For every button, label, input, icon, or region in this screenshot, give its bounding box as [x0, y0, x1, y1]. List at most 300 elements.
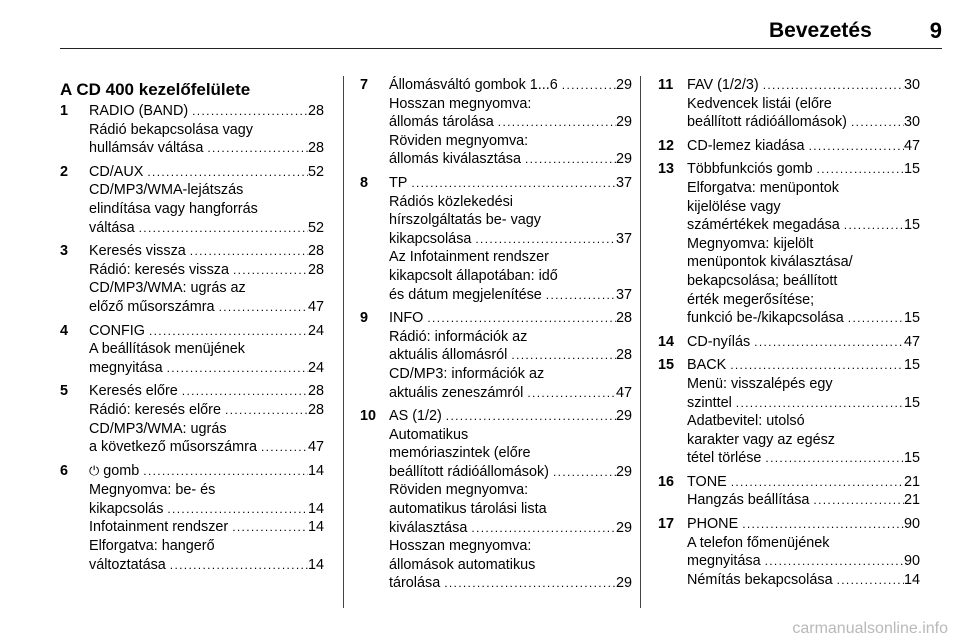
page-reference: 14 [307, 519, 324, 536]
entry-body [389, 309, 632, 402]
entry-text: A beállítások menüjének [89, 341, 245, 358]
entry-body [687, 473, 920, 510]
dot-leader [228, 518, 308, 537]
page-reference: 29 [615, 463, 632, 480]
entry-text: számértékek megadása [687, 217, 840, 234]
page-reference: 29 [615, 77, 632, 93]
page-reference: 47 [307, 439, 324, 456]
entry-text: A telefon főmenüjének [687, 534, 830, 551]
page-reference: 29 [615, 519, 632, 536]
page-reference: 15 [903, 357, 920, 374]
watermark: carmanualsonline.info [792, 620, 948, 637]
dot-leader [549, 463, 616, 482]
entry-text: beállított rádióállomások) [389, 463, 549, 480]
entry-text: PHONE [687, 516, 739, 533]
page-reference: 28 [307, 383, 324, 400]
entry-body [687, 76, 920, 132]
dot-leader [833, 571, 904, 590]
entry-body [389, 174, 632, 304]
dot-leader [732, 394, 904, 413]
page-reference: 90 [903, 516, 920, 533]
dot-leader [440, 574, 616, 593]
entry-body [687, 160, 920, 327]
entry-text: Többfunkciós gomb [687, 161, 813, 178]
entry-line [389, 365, 632, 384]
entry-line [89, 518, 324, 537]
entry-line [89, 322, 324, 341]
dot-leader [759, 76, 904, 95]
dot-leader [847, 113, 904, 132]
dot-leader [805, 137, 904, 156]
entry-line [389, 193, 632, 212]
entry-text: Hosszan megnyomva: [389, 538, 532, 555]
entry-text: gomb [103, 462, 140, 479]
page-reference: 28 [307, 401, 324, 418]
entry-line [89, 481, 324, 500]
entry-text: aktuális állomásról [389, 347, 508, 364]
page-reference: 47 [307, 298, 324, 315]
entry-text: automatikus tárolási lista [389, 501, 547, 518]
entry-text: tárolása [389, 575, 441, 592]
page-reference: 28 [307, 103, 324, 119]
entry-text: Némítás bekapcsolása [687, 571, 833, 588]
entry-text: kiválasztása [389, 519, 468, 536]
entry-line [389, 113, 632, 132]
toc-entry [658, 76, 920, 132]
entry-body [687, 137, 920, 156]
entry-body [89, 242, 324, 316]
entry-text: megnyitása [89, 359, 163, 376]
entry-text: Elforgatva: menüpontok [687, 179, 839, 196]
dot-leader [229, 261, 308, 280]
toc-entry [360, 407, 632, 593]
dot-leader [523, 384, 616, 403]
toc-entry [360, 309, 632, 402]
entry-line [687, 76, 920, 95]
entry-text: CD/MP3/WMA: ugrás az [89, 280, 246, 297]
toc-column-2 [360, 76, 632, 598]
page-reference: 47 [615, 384, 632, 401]
entry-line [89, 438, 324, 457]
entry-body [89, 322, 324, 378]
entry-line [389, 463, 632, 482]
entry-line [89, 181, 324, 200]
entry-text: Rádió: keresés előre [89, 401, 221, 418]
entry-text: INFO [389, 310, 424, 327]
power-icon: ⏻ [89, 463, 100, 479]
dot-leader [442, 407, 616, 426]
toc-entry [60, 322, 324, 378]
page-reference: 14 [307, 500, 324, 517]
entry-line [89, 401, 324, 420]
entry-text: a következő műsorszámra [89, 439, 257, 456]
entry-line [89, 556, 324, 575]
page-reference: 47 [903, 137, 920, 154]
entry-text: Röviden megnyomva: [389, 482, 529, 499]
page-reference: 15 [903, 217, 920, 234]
dot-leader [143, 163, 308, 182]
page-reference: 15 [903, 394, 920, 411]
entry-number: 13 [658, 161, 675, 178]
dot-leader [188, 102, 308, 121]
entry-text: aktuális zeneszámról [389, 384, 524, 401]
page-reference: 28 [307, 243, 324, 260]
entry-line [389, 384, 632, 403]
entry-text: Kedvencek listái (előre [687, 95, 832, 112]
page-reference: 29 [615, 114, 632, 131]
entry-text: állomás tárolása [389, 114, 494, 131]
page-reference: 14 [903, 571, 920, 588]
entry-body [89, 382, 324, 456]
entry-line [89, 340, 324, 359]
entry-text: CD-nyílás [687, 333, 751, 350]
entry-text: Elforgatva: hangerő [89, 538, 215, 555]
entry-text: kikapcsolása [389, 230, 472, 247]
toc-entry [60, 102, 324, 158]
entry-text: Menü: visszalépés egy [687, 375, 833, 392]
dot-leader [423, 309, 616, 328]
entry-number: 15 [658, 357, 675, 374]
entry-text: Infotainment rendszer [89, 519, 229, 536]
entry-line [89, 537, 324, 556]
entry-line [389, 150, 632, 169]
entry-text: Keresés előre [89, 383, 178, 400]
dot-leader [844, 309, 904, 328]
entry-text: CD/MP3: információk az [389, 365, 545, 382]
page-title: Bevezetés [769, 19, 872, 42]
toc-entry [658, 515, 920, 589]
page-reference: 37 [615, 230, 632, 247]
entry-line [389, 537, 632, 556]
dot-leader [761, 552, 904, 571]
entry-line [89, 139, 324, 158]
entry-text: Állomásváltó gombok 1...6 [389, 77, 558, 93]
entry-line [89, 102, 324, 121]
entry-line [687, 291, 920, 310]
entry-line [389, 426, 632, 445]
entry-number: 6 [60, 462, 69, 479]
entry-line [89, 261, 324, 280]
dot-leader [407, 174, 616, 193]
dot-leader [257, 438, 308, 457]
column-divider [640, 76, 641, 608]
entry-line [687, 216, 920, 235]
toc-entry [360, 174, 632, 304]
entry-line [89, 242, 324, 261]
entry-line [389, 95, 632, 114]
entry-line [687, 552, 920, 571]
dot-leader [186, 242, 308, 261]
entry-line [687, 235, 920, 254]
entry-line [89, 121, 324, 140]
page-reference: 15 [903, 450, 920, 467]
dot-leader [145, 322, 308, 341]
entry-line [389, 230, 632, 249]
entry-line [389, 174, 632, 193]
dot-leader [726, 356, 904, 375]
entry-body [89, 163, 324, 237]
dot-leader [471, 230, 616, 249]
toc-column-1 [60, 76, 324, 579]
entry-line [389, 286, 632, 305]
entry-line [389, 407, 632, 426]
dot-leader [761, 449, 904, 468]
entry-line [687, 137, 920, 156]
entry-line [89, 279, 324, 298]
page-reference: 30 [903, 114, 920, 131]
entry-line [687, 491, 920, 510]
entry-line [687, 534, 920, 553]
entry-line [389, 267, 632, 286]
entry-text: Hosszan megnyomva: [389, 95, 532, 112]
entry-number: 9 [360, 310, 369, 327]
toc-entry [60, 242, 324, 316]
entry-text: Hangzás beállítása [687, 492, 810, 509]
entry-text: állomások automatikus [389, 556, 536, 573]
entry-text: FAV (1/2/3) [687, 77, 759, 93]
entry-text: Rádió bekapcsolása vagy [89, 121, 253, 138]
entry-text: TONE [687, 473, 727, 490]
page-reference: 29 [615, 575, 632, 592]
entry-text: AS (1/2) [389, 408, 442, 425]
entry-line [687, 113, 920, 132]
entry-line [687, 394, 920, 413]
entry-line [89, 382, 324, 401]
dot-leader [163, 500, 308, 519]
entry-text: elindítása vagy hangforrás [89, 200, 258, 217]
entry-line [389, 211, 632, 230]
entry-text: és dátum megjelenítése [389, 286, 542, 303]
page-reference: 15 [903, 161, 920, 178]
column-divider [343, 76, 344, 608]
page-reference: 28 [307, 261, 324, 278]
entry-number: 16 [658, 473, 675, 490]
page-reference: 47 [903, 333, 920, 350]
entry-text: hullámsáv váltása [89, 140, 204, 157]
page-reference: 37 [615, 286, 632, 303]
entry-text: Rádiós közlekedési [389, 193, 513, 210]
dot-leader [166, 556, 308, 575]
entry-line [687, 375, 920, 394]
entry-number: 17 [658, 516, 675, 533]
entry-text: Megnyomva: kijelölt [687, 235, 814, 252]
dot-leader [494, 113, 616, 132]
entry-line [687, 473, 920, 492]
entry-text: Megnyomva: be- és [89, 482, 216, 499]
dot-leader [521, 150, 616, 169]
entry-body [89, 462, 324, 575]
dot-leader [542, 286, 616, 305]
dot-leader [139, 462, 308, 481]
entry-line [687, 272, 920, 291]
entry-text: menüpontok kiválasztása/ [687, 254, 853, 271]
entry-line [687, 571, 920, 590]
dot-leader [163, 359, 308, 378]
entry-text: Rádió: keresés vissza [89, 261, 229, 278]
entry-text: Az Infotainment rendszer [389, 249, 549, 266]
entry-text: szinttel [687, 394, 732, 411]
entry-line [687, 179, 920, 198]
entry-line [687, 431, 920, 450]
entry-number: 7 [360, 77, 369, 93]
entry-text: Keresés vissza [89, 243, 186, 260]
page-reference: 28 [615, 347, 632, 364]
entry-line [389, 574, 632, 593]
toc-entry [658, 356, 920, 468]
entry-line [389, 328, 632, 347]
entry-text: karakter vagy az egész [687, 431, 835, 448]
entry-line [89, 462, 324, 482]
entry-number: 4 [60, 322, 69, 339]
entry-text: RADIO (BAND) [89, 103, 189, 119]
entry-number: 1 [60, 103, 69, 119]
entry-body [687, 333, 920, 352]
entry-text: memóriaszintek (előre [389, 445, 531, 462]
entry-text: CD/MP3/WMA-lejátszás [89, 182, 244, 199]
entry-line [687, 333, 920, 352]
entry-text: BACK [687, 357, 727, 374]
entry-number: 5 [60, 383, 69, 400]
toc-entry [658, 473, 920, 510]
entry-number: 11 [658, 77, 674, 93]
entry-text: bekapcsolása; beállított [687, 272, 838, 289]
entry-line [687, 253, 920, 272]
entry-text: változtatása [89, 556, 166, 573]
entry-text: funkció be-/kikapcsolása [687, 310, 844, 327]
entry-line [687, 198, 920, 217]
entry-line [389, 444, 632, 463]
entry-text: tétel törlése [687, 450, 762, 467]
entry-line [89, 420, 324, 439]
entry-line [389, 132, 632, 151]
toc-entry [60, 462, 324, 575]
dot-leader [558, 76, 616, 95]
entry-text: kijelölése vagy [687, 198, 781, 215]
entry-text: érték megerősítése; [687, 291, 815, 308]
entry-line [89, 200, 324, 219]
toc-entry [60, 382, 324, 456]
entry-text: CD/AUX [89, 163, 144, 180]
entry-line [89, 298, 324, 317]
entry-line [389, 519, 632, 538]
toc-entry [658, 333, 920, 352]
page-number: 9 [929, 18, 942, 43]
entry-body [389, 407, 632, 593]
entry-body [687, 356, 920, 468]
entry-line [89, 500, 324, 519]
dot-leader [135, 219, 308, 238]
entry-text: CD-lemez kiadása [687, 137, 805, 154]
entry-line [389, 76, 632, 95]
entry-text: Adatbevitel: utolsó [687, 413, 805, 430]
entry-line [389, 346, 632, 365]
page-reference: 14 [307, 462, 324, 479]
page-reference: 21 [903, 492, 920, 509]
toc-entry [658, 160, 920, 327]
entry-text: megnyitása [687, 553, 761, 570]
page-reference: 28 [615, 310, 632, 327]
entry-text: CD/MP3/WMA: ugrás [89, 420, 227, 437]
entry-number: 14 [658, 333, 675, 350]
entry-text: előző műsorszámra [89, 298, 215, 315]
entry-number: 12 [658, 137, 675, 154]
dot-leader [727, 473, 904, 492]
dot-leader [507, 346, 616, 365]
toc-entry [60, 163, 324, 237]
page-reference: 29 [615, 408, 632, 425]
entry-text: Röviden megnyomva: [389, 132, 529, 149]
dot-leader [750, 333, 904, 352]
page-reference: 28 [307, 140, 324, 157]
entry-text: Rádió: információk az [389, 328, 528, 345]
entry-line [687, 160, 920, 179]
entry-line [389, 556, 632, 575]
entry-line [89, 359, 324, 378]
entry-number: 3 [60, 243, 69, 260]
entry-body [89, 102, 324, 158]
entry-line [89, 163, 324, 182]
entry-number: 8 [360, 174, 369, 191]
entry-text: váltása [89, 219, 135, 236]
page-reference: 14 [307, 556, 324, 573]
page-reference: 90 [903, 553, 920, 570]
page-reference: 29 [615, 151, 632, 168]
page-reference: 37 [615, 174, 632, 191]
entry-body [389, 76, 632, 169]
page-reference: 52 [307, 163, 324, 180]
page-header [60, 14, 942, 49]
entry-text: kikapcsolt állapotában: idő [389, 267, 558, 284]
entry-line [687, 356, 920, 375]
page-reference: 30 [903, 77, 920, 93]
entry-line [389, 500, 632, 519]
page-reference: 24 [307, 359, 324, 376]
dot-leader [467, 519, 616, 538]
dot-leader [813, 160, 904, 179]
entry-text: CONFIG [89, 322, 145, 339]
entry-line [687, 309, 920, 328]
page-reference: 52 [307, 219, 324, 236]
page-reference: 15 [903, 310, 920, 327]
entry-line [687, 95, 920, 114]
page-reference: 24 [307, 322, 324, 339]
entry-text: állomás kiválasztása [389, 151, 521, 168]
entry-text: hírszolgáltatás be- vagy [389, 212, 541, 229]
entry-text: Automatikus [389, 426, 469, 443]
dot-leader [203, 139, 308, 158]
entry-line [687, 449, 920, 468]
entry-line [389, 481, 632, 500]
entry-text: kikapcsolás [89, 500, 164, 517]
entry-line [89, 219, 324, 238]
page-reference: 21 [903, 473, 920, 490]
toc-entry [658, 137, 920, 156]
entry-line [687, 412, 920, 431]
entry-text: TP [389, 174, 408, 191]
entry-body [687, 515, 920, 589]
entry-line [389, 309, 632, 328]
entry-line [687, 515, 920, 534]
dot-leader [809, 491, 904, 510]
entry-number: 10 [360, 408, 377, 425]
toc-entry [360, 76, 632, 169]
toc-column-3 [658, 76, 920, 594]
dot-leader [840, 216, 904, 235]
entry-text: beállított rádióállomások) [687, 114, 847, 131]
entry-number: 2 [60, 163, 69, 180]
entry-line [389, 248, 632, 267]
section-title: A CD 400 kezelőfelülete [60, 80, 251, 99]
